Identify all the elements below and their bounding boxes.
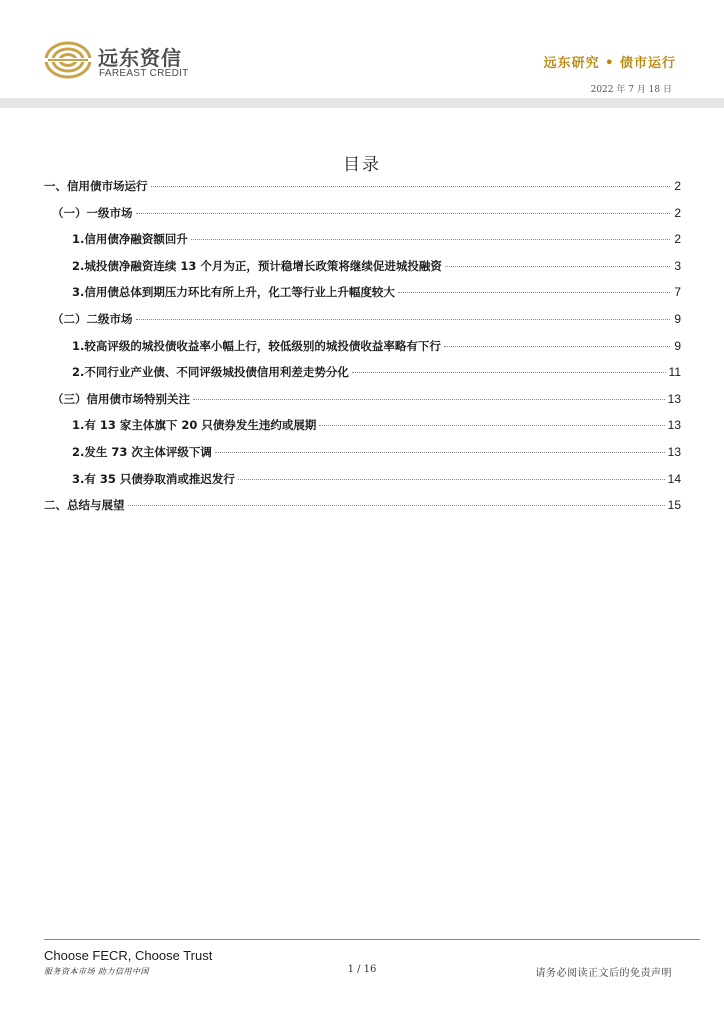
toc-entry-text: 3.有 35 只债券取消或推迟发行 [72, 471, 235, 486]
footer-divider [44, 939, 700, 940]
brand-name-en: FAREAST CREDIT [99, 68, 189, 79]
toc-entry-text: （二）二级市场 [52, 311, 133, 326]
toc-leader [215, 452, 665, 453]
toc-entry-text: 一、信用债市场运行 [44, 179, 148, 193]
toc-leader [193, 399, 665, 400]
toc-entry[interactable] [44, 205, 681, 232]
toc-entry[interactable] [44, 311, 681, 338]
toc-page-number: 13 [667, 444, 681, 459]
toc-leader [352, 372, 666, 373]
toc-entry-text: （三）信用债市场特别关注 [52, 391, 190, 406]
toc-entry[interactable] [44, 444, 681, 471]
toc-entry[interactable] [44, 178, 681, 205]
toc-entry-text: （一）一级市场 [52, 205, 133, 220]
table-of-contents [44, 178, 681, 524]
toc-entry[interactable] [44, 497, 681, 524]
toc-leader [191, 239, 670, 240]
toc-page-number: 3 [674, 258, 681, 273]
page-number: 1 / 16 [347, 964, 377, 975]
toc-entry[interactable] [44, 338, 681, 365]
toc-leader [128, 505, 665, 506]
toc-entry-text: 3.信用债总体到期压力环比有所上升，化工等行业上升幅度较大 [72, 285, 395, 300]
page-header [0, 0, 724, 110]
toc-entry-text: 2.城投债净融资连续 13 个月为正，预计稳增长政策将继续促进城投融资 [72, 258, 442, 273]
toc-entry[interactable] [44, 417, 681, 444]
toc-entry[interactable] [44, 231, 681, 258]
footer-disclaimer: 请务必阅读正文后的免责声明 [535, 968, 672, 979]
toc-entry[interactable] [44, 391, 681, 418]
toc-entry-text: 二、总结与展望 [44, 498, 125, 513]
toc-page-number: 7 [674, 285, 681, 300]
toc-page-number: 2 [674, 179, 681, 193]
toc-leader [238, 479, 665, 480]
toc-leader [136, 319, 671, 320]
header-band [0, 98, 724, 108]
toc-entry-text: 2.发生 73 次主体评级下调 [72, 444, 212, 459]
brand-name-cn: 远东资信 [98, 46, 182, 70]
toc-entry[interactable] [44, 284, 681, 311]
toc-entry-text: 1.有 13 家主体旗下 20 只债券发生违约或展期 [72, 418, 317, 433]
toc-page-number: 13 [667, 391, 681, 406]
toc-leader [319, 425, 664, 426]
toc-leader [398, 292, 670, 293]
toc-entry[interactable] [44, 364, 681, 391]
section-tag: 远东研究 • 债市运行 [543, 56, 676, 71]
toc-title: 目录 [343, 155, 381, 175]
toc-entry-text: 2.不同行业产业债、不同评级城投债信用利差走势分化 [72, 365, 349, 380]
toc-entry[interactable] [44, 471, 681, 498]
toc-leader [444, 346, 670, 347]
fareast-logo-icon [44, 40, 92, 80]
toc-page-number: 15 [667, 498, 681, 513]
report-date: 2022 年 7 月 18 日 [590, 85, 672, 95]
toc-page-number: 11 [668, 365, 681, 380]
footer-slogan-en: Choose FECR, Choose Trust [44, 948, 213, 963]
toc-entry[interactable] [44, 258, 681, 285]
toc-entry-text: 1.信用债净融资额回升 [72, 232, 188, 247]
toc-leader [136, 213, 671, 214]
toc-page-number: 9 [674, 311, 681, 326]
toc-page-number: 9 [674, 338, 681, 353]
toc-page-number: 2 [674, 232, 681, 247]
toc-page-number: 14 [667, 471, 681, 486]
toc-page-number: 13 [667, 418, 681, 433]
toc-leader [151, 186, 671, 187]
footer-slogan-cn: 服务资本市场 助力信用中国 [44, 967, 150, 976]
toc-entry-text: 1.较高评级的城投债收益率小幅上行，较低级别的城投债收益率略有下行 [72, 338, 441, 353]
toc-page-number: 2 [674, 205, 681, 220]
toc-leader [445, 266, 670, 267]
